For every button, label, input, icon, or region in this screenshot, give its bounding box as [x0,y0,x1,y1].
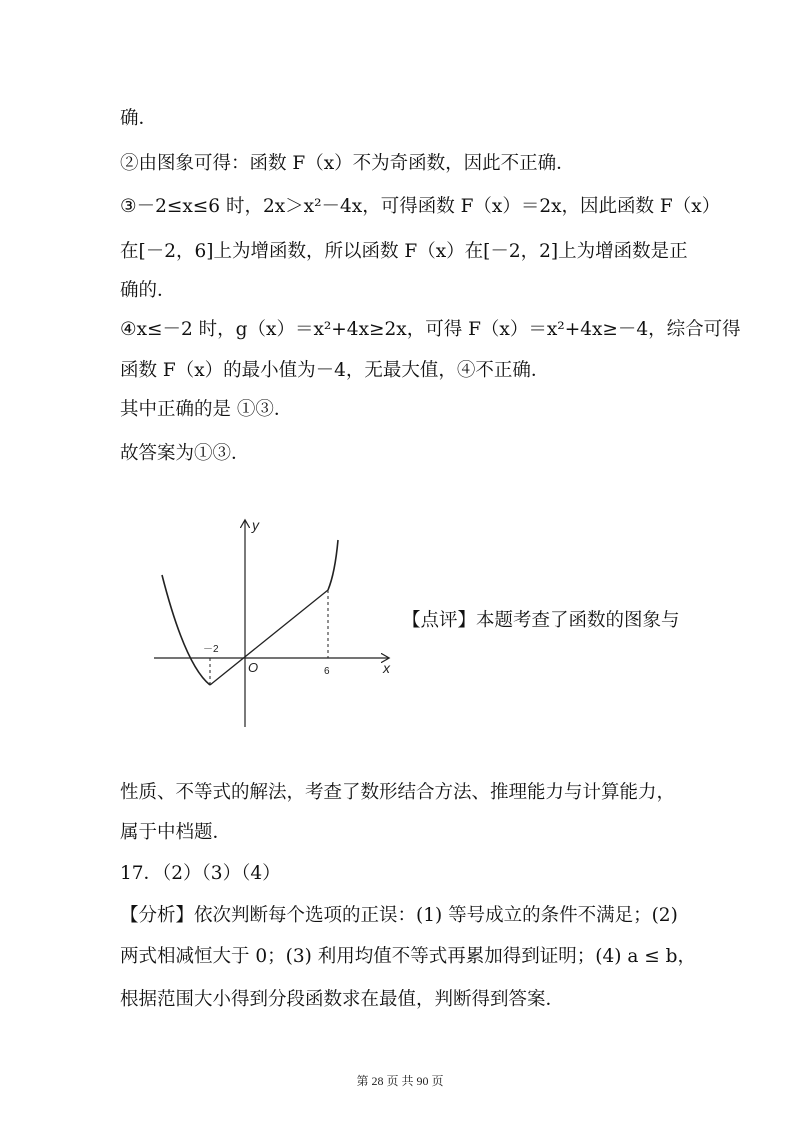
text-line-5: 确的． [120,280,176,301]
y-axis-label: y [252,517,259,533]
text-line-15: 根据范围大小得到分段函数求在最值，判断得到答案． [120,989,565,1010]
function-graph-figure [148,515,398,730]
text-line-9: 故答案为①③． [120,443,250,464]
text-line-4: 在[－2，6]上为增函数，所以函数 F（x）在[－2，2]上为增函数是正 [120,241,688,262]
origin-label: O [248,660,259,675]
function-graph-svg [148,515,398,730]
text-line-10: 性质、不等式的解法，考查了数形结合方法、推理能力与计算能力， [120,782,676,803]
text-line-1: 确． [120,108,158,129]
x-axis-label: x [383,660,390,676]
text-line-8: 其中正确的是 ①③． [120,399,293,420]
text-line-14: 两式相减恒大于 0；(3) 利用均值不等式再累加得到证明；(4) a ≤ b， [120,946,696,967]
text-line-11: 属于中档题． [120,822,232,843]
text-line-3: ③－2≤x≤6 时，2x＞x²－4x，可得函数 F（x）＝2x，因此函数 F（x） [120,196,721,217]
page-footer: 第 28 页 共 90 页 [356,1074,444,1088]
dianping-lead-text: 【点评】本题考查了函数的图象与 [402,610,680,631]
linear-segment [210,590,328,685]
left-parabola-branch [162,575,210,685]
text-line-12: 17．（2）（3）（4） [120,863,281,884]
tick-label-6: 6 [324,666,330,677]
tick-label-neg2: －2 [203,644,219,655]
text-line-13: 【分析】依次判断每个选项的正误：(1) 等号成立的条件不满足；(2) [120,905,678,926]
text-line-2: ②由图象可得：函数 F（x）不为奇函数，因此不正确． [120,153,575,174]
right-parabola-branch [328,540,338,590]
text-line-7: 函数 F（x）的最小值为－4，无最大值，④不正确． [120,360,550,381]
text-line-6: ④x≤－2 时，g（x）＝x²+4x≥2x，可得 F（x）＝x²+4x≥－4，综合可得 [120,319,741,340]
